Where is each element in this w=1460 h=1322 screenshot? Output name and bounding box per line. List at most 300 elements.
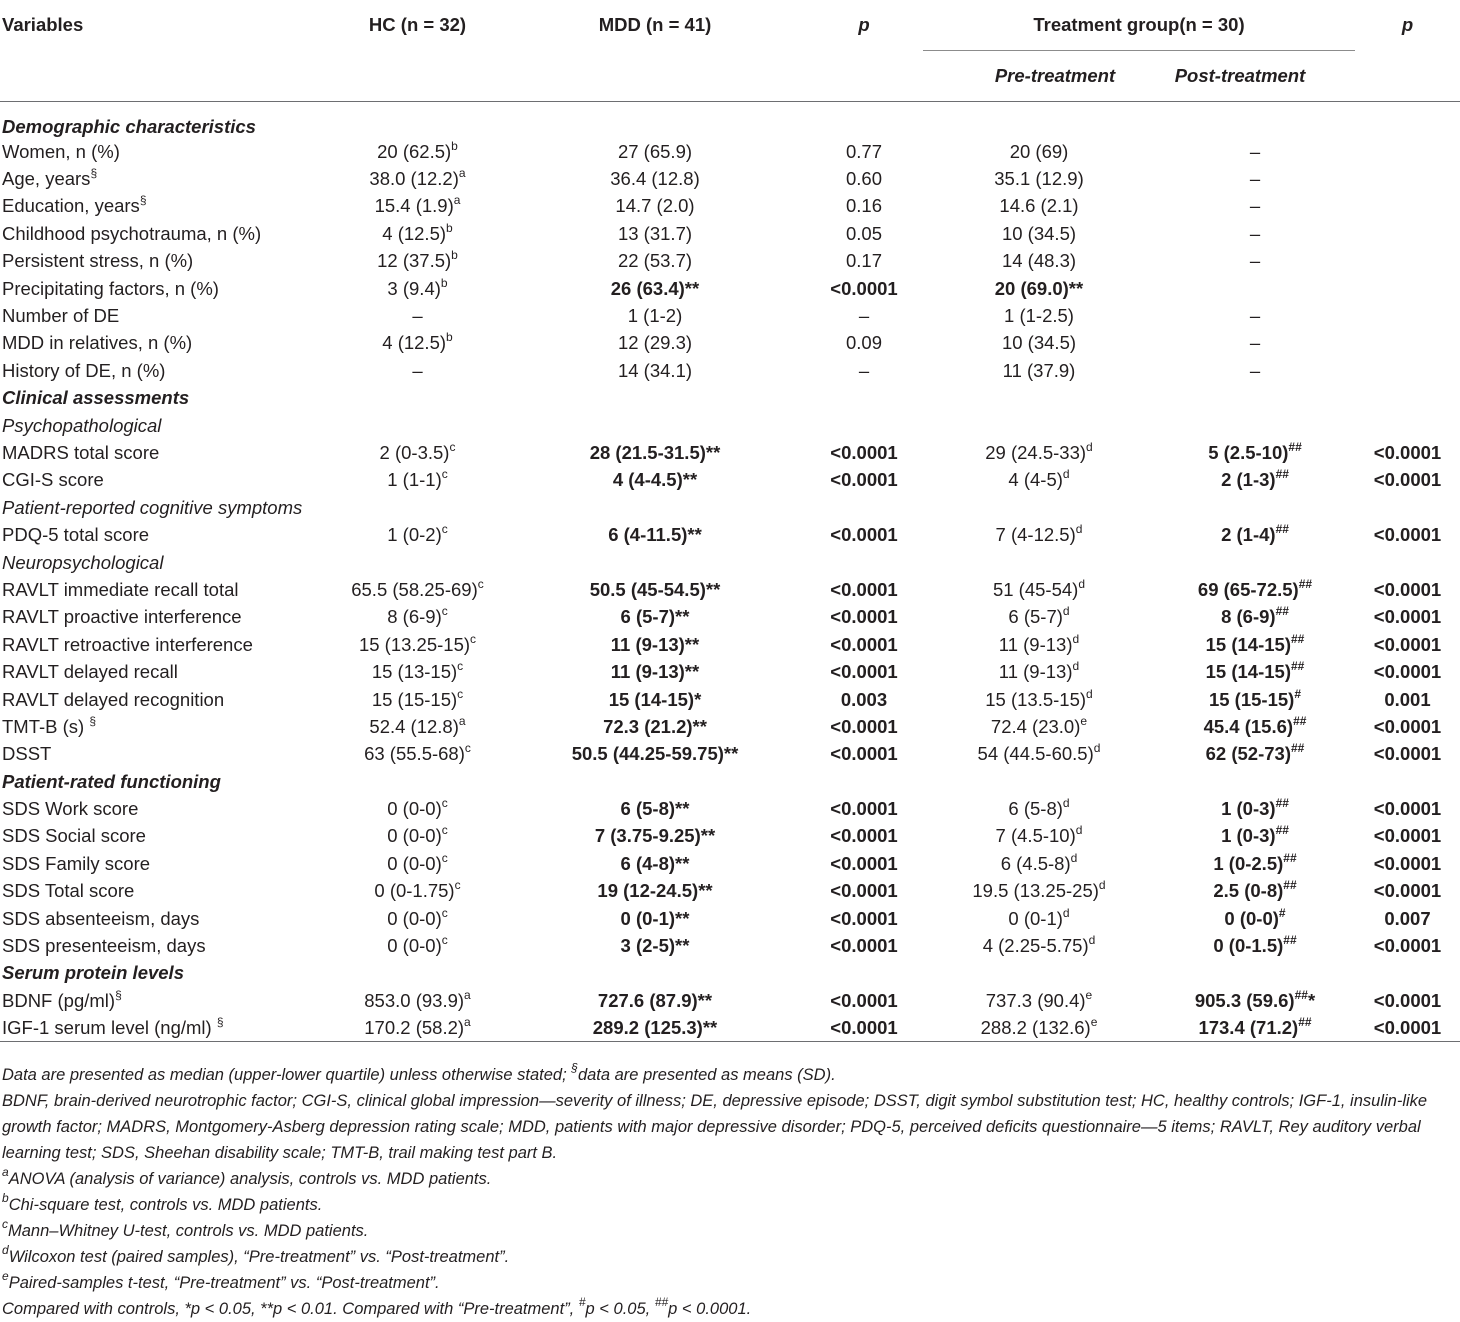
header-pre-treatment: Pre-treatment <box>923 51 1155 102</box>
pre-treatment-value-text: 14 (48.3) <box>1001 250 1077 272</box>
footnote-text: Data are presented as median (upper-lower quartile) unless otherwise stated; <box>2 1066 572 1084</box>
table-row <box>0 1015 1460 1042</box>
pre-treatment-value <box>923 741 1155 768</box>
p2-value <box>1355 330 1460 357</box>
footnote-text: Paired-samples t-test, “Pre-treatment” vs. “Post-treatment”. <box>8 1274 440 1292</box>
p-value-text: <0.0001 <box>830 907 898 929</box>
hc-value <box>330 1015 505 1042</box>
pre-treatment-value <box>923 686 1155 713</box>
hc-value-text: 20 (62.5) <box>377 140 452 162</box>
p2-value-text: <0.0001 <box>1373 852 1442 874</box>
hc-value <box>330 850 505 877</box>
table-row <box>0 795 1460 822</box>
header-treatment-group: Treatment group(n = 30) <box>1033 14 1245 35</box>
post-treatment-value-footnote-mark: ## <box>1275 467 1289 482</box>
section-heading: Demographic characteristics <box>2 116 256 137</box>
hc-value <box>330 248 505 275</box>
p2-value <box>1355 878 1460 905</box>
post-treatment-value-text: 2.5 (0-8) <box>1213 880 1284 902</box>
post-treatment-value-footnote-mark: # <box>1294 686 1302 701</box>
variable-label-text: CGI-S score <box>2 469 104 491</box>
footnote-text: p < 0.05, <box>585 1300 655 1318</box>
variable-label <box>0 878 330 905</box>
section-heading: Serum protein levels <box>2 962 184 984</box>
p-value <box>805 357 923 384</box>
p2-value <box>1355 713 1460 740</box>
post-treatment-value <box>1155 631 1355 658</box>
p-value <box>805 467 923 494</box>
mdd-value-text: 19 (12-24.5)** <box>597 880 713 902</box>
pre-treatment-value-footnote-mark: d <box>1062 604 1070 619</box>
pre-treatment-value <box>923 275 1155 302</box>
p-value <box>805 302 923 329</box>
mdd-value <box>505 713 805 740</box>
table-row <box>0 193 1460 220</box>
hc-value <box>330 823 505 850</box>
pre-treatment-value-footnote-mark: d <box>1072 631 1080 646</box>
variable-label <box>0 658 330 685</box>
mdd-value-text: 15 (14-15)* <box>608 688 702 710</box>
mdd-value-text: 50.5 (44.25-59.75)** <box>571 743 739 765</box>
mdd-value <box>505 330 805 357</box>
hc-value <box>330 357 505 384</box>
post-treatment-value-footnote-mark: ## <box>1283 850 1297 865</box>
table-row <box>0 220 1460 247</box>
p2-value-text: <0.0001 <box>1373 880 1442 902</box>
hc-value <box>330 905 505 932</box>
p2-value-text: 0.001 <box>1384 688 1431 710</box>
p-value-text: 0.09 <box>845 332 882 354</box>
post-treatment-value-text: 173.4 (71.2) <box>1198 1016 1299 1038</box>
p-value <box>805 193 923 220</box>
pre-treatment-value-footnote-mark: d <box>1062 796 1070 811</box>
p2-value-text: <0.0001 <box>1373 1016 1442 1038</box>
post-treatment-value-text: 0 (0-1.5) <box>1213 935 1284 957</box>
hc-value-text: 15 (13.25-15) <box>358 633 471 655</box>
mdd-value <box>505 795 805 822</box>
p-value <box>805 631 923 658</box>
p-value-text: <0.0001 <box>830 578 898 600</box>
hc-value <box>330 932 505 959</box>
pre-treatment-value-footnote-mark: d <box>1088 933 1096 948</box>
variable-label <box>0 330 330 357</box>
hc-value-footnote-mark: c <box>441 467 448 482</box>
hc-value-footnote-mark: c <box>441 796 448 811</box>
table-row <box>0 467 1460 494</box>
footnote <box>2 1166 1458 1192</box>
p-value-text: 0.003 <box>840 688 888 710</box>
p-value <box>805 686 923 713</box>
mdd-value <box>505 686 805 713</box>
hc-value-text: 15 (15-15) <box>371 688 458 710</box>
post-treatment-value <box>1155 905 1355 932</box>
variable-label-text: DSST <box>2 743 52 765</box>
pre-treatment-value-text: 51 (45-54) <box>992 578 1079 600</box>
variable-label-text: IGF-1 serum level (ng/ml) <box>2 1016 212 1038</box>
p2-value <box>1355 439 1460 466</box>
p-value <box>805 330 923 357</box>
post-treatment-value-text: 1 (0-3) <box>1221 825 1276 847</box>
hc-value <box>330 795 505 822</box>
table-row <box>0 604 1460 631</box>
variable-label-text: RAVLT immediate recall total <box>2 578 239 600</box>
hc-value-footnote-mark: c <box>441 933 448 948</box>
pre-treatment-value-footnote-mark: d <box>1086 686 1093 701</box>
pre-treatment-value-text: 15 (13.5-15) <box>985 688 1087 710</box>
p2-value-text: <0.0001 <box>1373 633 1442 655</box>
p2-value <box>1355 604 1460 631</box>
mdd-value-text: 6 (5-8)** <box>620 798 690 820</box>
p2-value <box>1355 631 1460 658</box>
hc-value-text: – <box>412 305 423 327</box>
section-row <box>0 385 1460 412</box>
post-treatment-value <box>1155 521 1355 548</box>
table-row <box>0 439 1460 466</box>
p-value-text: <0.0001 <box>830 661 898 683</box>
variable-label-text: RAVLT retroactive interference <box>2 633 253 655</box>
table-body <box>0 102 1460 1042</box>
post-treatment-value <box>1155 357 1355 384</box>
table-row <box>0 576 1460 603</box>
p-value <box>805 905 923 932</box>
p-value <box>805 439 923 466</box>
pre-treatment-value <box>923 248 1155 275</box>
hc-value <box>330 193 505 220</box>
variable-label <box>0 576 330 603</box>
p-value-text: <0.0001 <box>830 935 898 957</box>
mdd-value <box>505 658 805 685</box>
hc-value-footnote-mark: b <box>446 330 453 345</box>
post-treatment-value-footnote-mark: ## <box>1288 439 1302 454</box>
footnote-text: Wilcoxon test (paired samples), “Pre-treatment” vs. “Post-treatment”. <box>8 1248 510 1266</box>
post-treatment-value-text: 905.3 (59.6) <box>1194 989 1295 1011</box>
mdd-value-text: 289.2 (125.3)** <box>592 1016 718 1038</box>
post-treatment-value-footnote-mark: ## <box>1275 823 1289 838</box>
hc-value-text: 63 (55.5-68) <box>364 743 465 765</box>
p-value <box>805 713 923 740</box>
hc-value <box>330 165 505 192</box>
mdd-value-text: 12 (29.3) <box>617 332 693 354</box>
footnote-mark: a <box>2 1165 9 1179</box>
post-treatment-value-footnote-mark: ## <box>1283 878 1297 893</box>
table-row <box>0 138 1460 165</box>
mdd-value-text: 1 (1-2) <box>627 305 683 327</box>
pre-treatment-value-footnote-mark: e <box>1080 713 1088 728</box>
variable-label-text: SDS Family score <box>2 852 151 874</box>
hc-value-footnote-mark: a <box>464 987 471 1002</box>
post-treatment-value-tail: * <box>1307 989 1316 1011</box>
footnote <box>2 1192 1458 1218</box>
footnote-text: Mann–Whitney U-test, controls vs. MDD patients. <box>8 1222 369 1240</box>
pre-treatment-value-text: 0 (0-1) <box>1008 907 1063 929</box>
post-treatment-value-footnote-mark: ## <box>1291 631 1305 646</box>
p-value-text: 0.17 <box>845 250 882 272</box>
pre-treatment-value-text: 20 (69.0)** <box>994 277 1084 299</box>
post-treatment-value-text: 1 (0-2.5) <box>1213 852 1284 874</box>
hc-value <box>330 741 505 768</box>
hc-value-footnote-mark: b <box>451 138 458 153</box>
p2-value <box>1355 220 1460 247</box>
mdd-value <box>505 357 805 384</box>
hc-value-text: 1 (0-2) <box>387 524 442 546</box>
variable-label-text: Childhood psychotrauma, n (%) <box>2 222 262 244</box>
hc-value-footnote-mark: c <box>441 604 448 619</box>
p2-value-text: <0.0001 <box>1373 469 1442 491</box>
variable-label <box>0 220 330 247</box>
pre-treatment-value <box>923 357 1155 384</box>
hc-value-footnote-mark: c <box>457 686 464 701</box>
p-value-text: <0.0001 <box>830 825 898 847</box>
post-treatment-value-text: 5 (2.5-10) <box>1208 441 1289 463</box>
post-treatment-value <box>1155 932 1355 959</box>
hc-value <box>330 330 505 357</box>
variable-label <box>0 686 330 713</box>
pre-treatment-value <box>923 932 1155 959</box>
hc-value-text: 15 (13-15) <box>371 661 458 683</box>
hc-value-text: 38.0 (12.2) <box>369 168 459 190</box>
p-value-text: <0.0001 <box>830 469 898 491</box>
pre-treatment-value-footnote-mark: d <box>1072 659 1080 674</box>
pre-treatment-value <box>923 165 1155 192</box>
post-treatment-value-text: – <box>1249 305 1261 327</box>
pre-treatment-value-text: 737.3 (90.4) <box>985 989 1086 1011</box>
variable-label-text: BDNF (pg/ml) <box>2 989 116 1011</box>
pre-treatment-value-text: 29 (24.5-33) <box>985 441 1087 463</box>
p-value-text: <0.0001 <box>830 277 898 299</box>
footnote-text: data are presented as means (SD). <box>577 1066 836 1084</box>
footnote-text: Chi-square test, controls vs. MDD patients. <box>8 1196 323 1214</box>
variable-label-text: RAVLT delayed recognition <box>2 688 225 710</box>
post-treatment-value <box>1155 193 1355 220</box>
pre-treatment-value-text: 20 (69) <box>1009 140 1069 162</box>
p2-value <box>1355 823 1460 850</box>
p2-value-text: <0.0001 <box>1373 715 1442 737</box>
variable-label-text: TMT-B (s) <box>2 715 85 737</box>
pre-treatment-value-text: 6 (5-8) <box>1008 798 1063 820</box>
p-value <box>805 878 923 905</box>
p2-value <box>1355 248 1460 275</box>
p-value-text: <0.0001 <box>830 524 898 546</box>
pre-treatment-value <box>923 330 1155 357</box>
p2-value-text: <0.0001 <box>1373 743 1442 765</box>
post-treatment-value-text: 8 (6-9) <box>1221 606 1276 628</box>
p-value <box>805 165 923 192</box>
post-treatment-value <box>1155 686 1355 713</box>
variable-label <box>0 193 330 220</box>
post-treatment-value-text: 15 (14-15) <box>1205 661 1291 683</box>
pre-treatment-value-text: 288.2 (132.6) <box>980 1016 1091 1038</box>
hc-value-text: 65.5 (58.25-69) <box>351 578 478 600</box>
hc-value <box>330 658 505 685</box>
p-value-text: <0.0001 <box>830 743 898 765</box>
variable-label <box>0 713 330 740</box>
mdd-value <box>505 467 805 494</box>
mdd-value <box>505 576 805 603</box>
post-treatment-value-footnote-mark: ## <box>1294 987 1308 1002</box>
footnote <box>2 1088 1458 1166</box>
p-value <box>805 275 923 302</box>
p2-value-text: <0.0001 <box>1373 661 1442 683</box>
variable-label-text: RAVLT proactive interference <box>2 606 242 628</box>
post-treatment-value <box>1155 275 1355 302</box>
p-value-text: <0.0001 <box>830 715 898 737</box>
variable-label <box>0 850 330 877</box>
pre-treatment-value <box>923 467 1155 494</box>
mdd-value <box>505 987 805 1014</box>
hc-value-footnote-mark: c <box>441 823 448 838</box>
footnote-mark: e <box>2 1269 9 1283</box>
hc-value-text: 3 (9.4) <box>387 277 441 299</box>
mdd-value <box>505 905 805 932</box>
p2-value <box>1355 193 1460 220</box>
variable-label-text: RAVLT delayed recall <box>2 661 178 683</box>
footnote-mark: c <box>2 1217 8 1231</box>
pre-treatment-value-footnote-mark: d <box>1086 439 1093 454</box>
mdd-value-text: 6 (5-7)** <box>620 606 690 628</box>
mdd-value <box>505 604 805 631</box>
hc-value-text: 8 (6-9) <box>387 606 442 628</box>
variable-label <box>0 987 330 1014</box>
p-value <box>805 823 923 850</box>
post-treatment-value <box>1155 220 1355 247</box>
variable-label-text: SDS presenteeism, days <box>2 935 206 957</box>
p-value <box>805 576 923 603</box>
hc-value-footnote-mark: a <box>458 166 466 181</box>
hc-value-footnote-mark: b <box>451 248 458 263</box>
mdd-value <box>505 302 805 329</box>
post-treatment-value <box>1155 1015 1355 1042</box>
post-treatment-value-text: 2 (1-4) <box>1221 524 1276 546</box>
post-treatment-value-footnote-mark: ## <box>1291 741 1305 756</box>
post-treatment-value <box>1155 439 1355 466</box>
pre-treatment-value-footnote-mark: d <box>1062 467 1070 482</box>
pre-treatment-value-footnote-mark: d <box>1098 878 1106 893</box>
p-value-text: 0.05 <box>845 222 882 244</box>
hc-value-text: 52.4 (12.8) <box>369 715 459 737</box>
hc-value-footnote-mark: c <box>457 659 464 674</box>
variable-label <box>0 604 330 631</box>
subsection-row <box>0 549 1460 576</box>
post-treatment-value <box>1155 658 1355 685</box>
variable-label-text: Age, years <box>2 168 91 190</box>
pre-treatment-value-text: 1 (1-2.5) <box>1004 305 1074 327</box>
variable-label-text: Number of DE <box>2 305 120 327</box>
hc-value-footnote-mark: a <box>464 1014 471 1029</box>
post-treatment-value-text: – <box>1249 250 1261 272</box>
pre-treatment-value-text: 7 (4.5-10) <box>995 825 1076 847</box>
pre-treatment-value-text: 10 (34.5) <box>1001 332 1077 354</box>
post-treatment-value <box>1155 741 1355 768</box>
table-row <box>0 357 1460 384</box>
p-value-text: 0.77 <box>845 140 882 162</box>
pre-treatment-value <box>923 138 1155 165</box>
post-treatment-value-text: – <box>1249 359 1261 381</box>
variable-label <box>0 905 330 932</box>
p2-value <box>1355 521 1460 548</box>
variable-label <box>0 467 330 494</box>
hc-value-text: 0 (0-0) <box>387 825 442 847</box>
mdd-value <box>505 138 805 165</box>
mdd-value-text: 72.3 (21.2)** <box>603 715 707 737</box>
table-row <box>0 686 1460 713</box>
hc-value <box>330 686 505 713</box>
pre-treatment-value <box>923 658 1155 685</box>
pre-treatment-value-footnote-mark: d <box>1078 576 1086 591</box>
p2-value <box>1355 1015 1460 1042</box>
section-row <box>0 768 1460 795</box>
mdd-value <box>505 521 805 548</box>
footnote-text: p < 0.0001. <box>668 1300 752 1318</box>
p2-value <box>1355 658 1460 685</box>
hc-value-footnote-mark: b <box>440 275 448 290</box>
mdd-value-text: 6 (4-11.5)** <box>608 524 702 546</box>
post-treatment-value <box>1155 850 1355 877</box>
header-variables: Variables <box>2 14 84 36</box>
variable-label-text: MDD in relatives, n (%) <box>2 332 193 354</box>
p-value <box>805 795 923 822</box>
post-treatment-value-footnote-mark: ## <box>1291 659 1305 674</box>
p-value <box>805 987 923 1014</box>
variable-label-text: Precipitating factors, n (%) <box>2 277 219 299</box>
header-mdd: MDD (n = 41) <box>598 14 712 36</box>
footnote-mark: # <box>578 1295 586 1309</box>
table-row <box>0 823 1460 850</box>
p-value <box>805 138 923 165</box>
footnote-text: BDNF, brain-derived neurotrophic factor; CGI-S, clinical global impression—severity of illness; DE, depressive episode; DSST, digit symbol substitution test; HC, healthy controls; IGF-1, insulin-like growth factor; MADRS, Montgomery-Asberg depression rating scale; MDD, patients with major depressive disorder; PDQ-5, perceived deficits questionnaire—5 items; RAVLT, Rey auditory verbal learning test; SDS, Sheehan disability scale; TMT-B, trail making test part B. <box>2 1092 1428 1162</box>
pre-treatment-value-footnote-mark: e <box>1085 987 1093 1002</box>
p-value-text: 0.16 <box>845 195 882 217</box>
variable-label <box>0 165 330 192</box>
hc-value-footnote-mark: c <box>454 878 461 893</box>
p2-value <box>1355 576 1460 603</box>
p-value-text: – <box>858 305 870 327</box>
post-treatment-value-text: – <box>1249 222 1261 244</box>
footnote <box>2 1244 1458 1270</box>
mdd-value-text: 6 (4-8)** <box>620 852 690 874</box>
pre-treatment-value-text: 11 (37.9) <box>1002 359 1076 381</box>
header-p2: p <box>1401 14 1414 36</box>
hc-value-text: – <box>412 359 423 381</box>
mdd-value-text: 727.6 (87.9)** <box>597 989 713 1011</box>
p-value-text: <0.0001 <box>830 633 898 655</box>
p-value-text: <0.0001 <box>830 1016 898 1038</box>
footnote <box>2 1270 1458 1296</box>
p-value <box>805 850 923 877</box>
hc-value-footnote-mark: c <box>441 850 448 865</box>
hc-value <box>330 576 505 603</box>
mdd-value <box>505 1015 805 1042</box>
variable-label <box>0 357 330 384</box>
hc-value <box>330 138 505 165</box>
hc-value-footnote-mark: c <box>441 522 448 537</box>
table-footnotes <box>2 1062 1458 1322</box>
variable-label-text: MADRS total score <box>2 441 160 463</box>
footnote-mark: § <box>571 1061 578 1075</box>
mdd-value <box>505 878 805 905</box>
hc-value <box>330 878 505 905</box>
mdd-value-text: 14 (34.1) <box>617 359 693 381</box>
post-treatment-value-text: – <box>1249 168 1261 190</box>
post-treatment-value <box>1155 467 1355 494</box>
post-treatment-value-footnote-mark: ## <box>1293 713 1307 728</box>
variable-label <box>0 302 330 329</box>
p2-value <box>1355 795 1460 822</box>
hc-value <box>330 521 505 548</box>
post-treatment-value-text: 15 (15-15) <box>1208 688 1295 710</box>
table-row <box>0 275 1460 302</box>
mdd-value-text: 28 (21.5-31.5)** <box>589 441 721 463</box>
mdd-value-text: 13 (31.7) <box>617 222 693 244</box>
